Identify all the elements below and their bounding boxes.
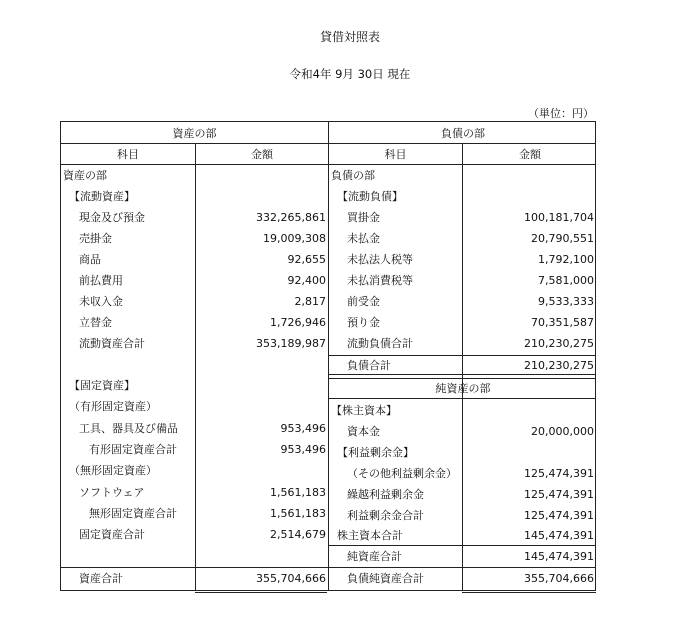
assets-total-row: [63, 568, 326, 589]
table-row: [331, 525, 594, 546]
table-row: [331, 442, 594, 463]
table-row: [331, 207, 594, 228]
unit-note: （単位：円）: [528, 107, 594, 120]
assets-item-header: 科目: [117, 148, 139, 161]
table-row: [331, 355, 594, 376]
table-row: [331, 165, 594, 186]
row-amount: 332,265,861: [256, 211, 326, 224]
table-row: [63, 460, 326, 481]
table-row: [63, 249, 326, 270]
table-row: [63, 418, 326, 439]
row-label: 【固定資産】: [69, 379, 135, 392]
row-label: （有形固定資産）: [69, 400, 157, 413]
row-amount: 9,533,333: [538, 295, 594, 308]
row-label: 前払費用: [79, 274, 123, 287]
row-label: 未払金: [347, 232, 380, 245]
row-label: 預り金: [347, 316, 380, 329]
row-amount: 1,792,100: [538, 253, 594, 266]
liab-net-total-amount: 355,704,666: [524, 572, 594, 585]
assets-amount-header: 金額: [251, 148, 273, 161]
table-row: [63, 165, 326, 186]
table-row: [331, 249, 594, 270]
row-amount: 125,474,391: [524, 488, 594, 501]
table-row: [63, 482, 326, 503]
document-title: 貸借対照表: [319, 30, 380, 44]
row-amount: 20,000,000: [531, 425, 594, 438]
as-of-date: 令和4年 9月 30日 現在: [289, 67, 411, 81]
net-section-rule: [328, 398, 595, 399]
row-amount: 19,009,308: [263, 232, 326, 245]
table-row: [331, 463, 594, 484]
row-label: 有形固定資産合計: [89, 443, 177, 456]
row-amount: 210,230,275: [524, 359, 594, 372]
table-row: [63, 207, 326, 228]
row-amount: 92,655: [287, 253, 326, 266]
row-label: 株主資本合計: [337, 529, 403, 542]
row-label: 負債合計: [347, 359, 391, 372]
table-row: [63, 524, 326, 545]
liab-net-total-row: [331, 568, 594, 589]
row-label: 【株主資本】: [331, 404, 397, 417]
assets-total-amount: 355,704,666: [256, 572, 326, 585]
row-amount: 100,181,704: [524, 211, 594, 224]
table-row: [331, 400, 594, 421]
assets-section-header: 資産の部: [172, 127, 217, 140]
row-amount: 2,514,679: [270, 528, 326, 541]
row-label: （無形固定資産）: [69, 464, 157, 477]
row-amount: 953,496: [280, 443, 326, 456]
table-row: [63, 312, 326, 333]
table-row: [63, 503, 326, 524]
table-row: [331, 546, 594, 567]
row-amount: 125,474,391: [524, 467, 594, 480]
row-amount: 70,351,587: [531, 316, 594, 329]
table-row: [63, 186, 326, 207]
row-label: 商品: [79, 253, 101, 266]
row-label: 未払法人税等: [347, 253, 413, 266]
row-amount: 1,561,183: [270, 486, 326, 499]
row-label: 固定資産合計: [79, 528, 145, 541]
row-label: （その他利益剰余金）: [347, 467, 457, 480]
row-amount: 2,817: [294, 295, 326, 308]
row-amount: 145,474,391: [524, 550, 594, 563]
row-label: 無形固定資産合計: [89, 507, 177, 520]
table-row: [63, 291, 326, 312]
row-amount: 7,581,000: [538, 274, 594, 287]
row-label: 【利益剰余金】: [337, 446, 414, 459]
table-row: [331, 186, 594, 207]
liab-total-double-underline: [462, 589, 596, 593]
table-row: [63, 333, 326, 354]
table-row: [331, 484, 594, 505]
table-row: [63, 439, 326, 460]
row-label: 現金及び預金: [79, 211, 145, 224]
row-label: 工具、器具及び備品: [79, 422, 178, 435]
row-amount: 353,189,987: [256, 337, 326, 350]
row-label: 買掛金: [347, 211, 380, 224]
table-row: [331, 333, 594, 354]
row-label: 資産の部: [63, 169, 107, 182]
liab-item-header: 科目: [384, 148, 407, 161]
table-row: [331, 505, 594, 526]
table-row: [331, 291, 594, 312]
table-row: [63, 228, 326, 249]
liabilities-section-header: 負債の部: [441, 127, 485, 140]
row-amount: 20,790,551: [531, 232, 594, 245]
table-row: [63, 375, 326, 396]
row-amount: 1,561,183: [270, 507, 326, 520]
row-label: 利益剰余金合計: [347, 509, 424, 522]
row-label: 未収入金: [79, 295, 123, 308]
row-amount: 1,726,946: [270, 316, 326, 329]
row-label: 立替金: [79, 316, 112, 329]
row-label: 資本金: [347, 425, 380, 438]
table-row: [331, 421, 594, 442]
net-assets-section-header: 純資産の部: [435, 382, 491, 395]
row-label: 繰越利益剰余金: [347, 488, 424, 501]
row-amount: 125,474,391: [524, 509, 594, 522]
table-row: [63, 270, 326, 291]
row-label: 前受金: [347, 295, 380, 308]
row-label: 流動負債合計: [347, 337, 413, 350]
row-label: 負債の部: [331, 169, 375, 182]
liab-net-total-label: 負債純資産合計: [347, 572, 424, 585]
balance-sheet-table: [60, 121, 596, 591]
row-label: 【流動資産】: [69, 190, 135, 203]
row-label: 未払消費税等: [347, 274, 413, 287]
row-label: 純資産合計: [347, 550, 402, 563]
table-row: [331, 270, 594, 291]
row-label: ソフトウェア: [79, 486, 145, 499]
row-amount: 953,496: [280, 422, 326, 435]
row-amount: 210,230,275: [524, 337, 594, 350]
liab-amount-header: 金額: [519, 148, 541, 161]
table-row: [331, 312, 594, 333]
table-row: [331, 228, 594, 249]
header-rule-1: [61, 143, 595, 144]
assets-total-double-underline: [195, 589, 327, 593]
row-label: 【流動負債】: [337, 190, 403, 203]
center-divider: [328, 122, 329, 590]
assets-total-label: 資産合計: [79, 572, 123, 585]
row-label: 流動資産合計: [79, 337, 145, 350]
row-label: 売掛金: [79, 232, 112, 245]
row-amount: 92,400: [287, 274, 326, 287]
table-row: [63, 396, 326, 417]
row-amount: 145,474,391: [524, 529, 594, 542]
